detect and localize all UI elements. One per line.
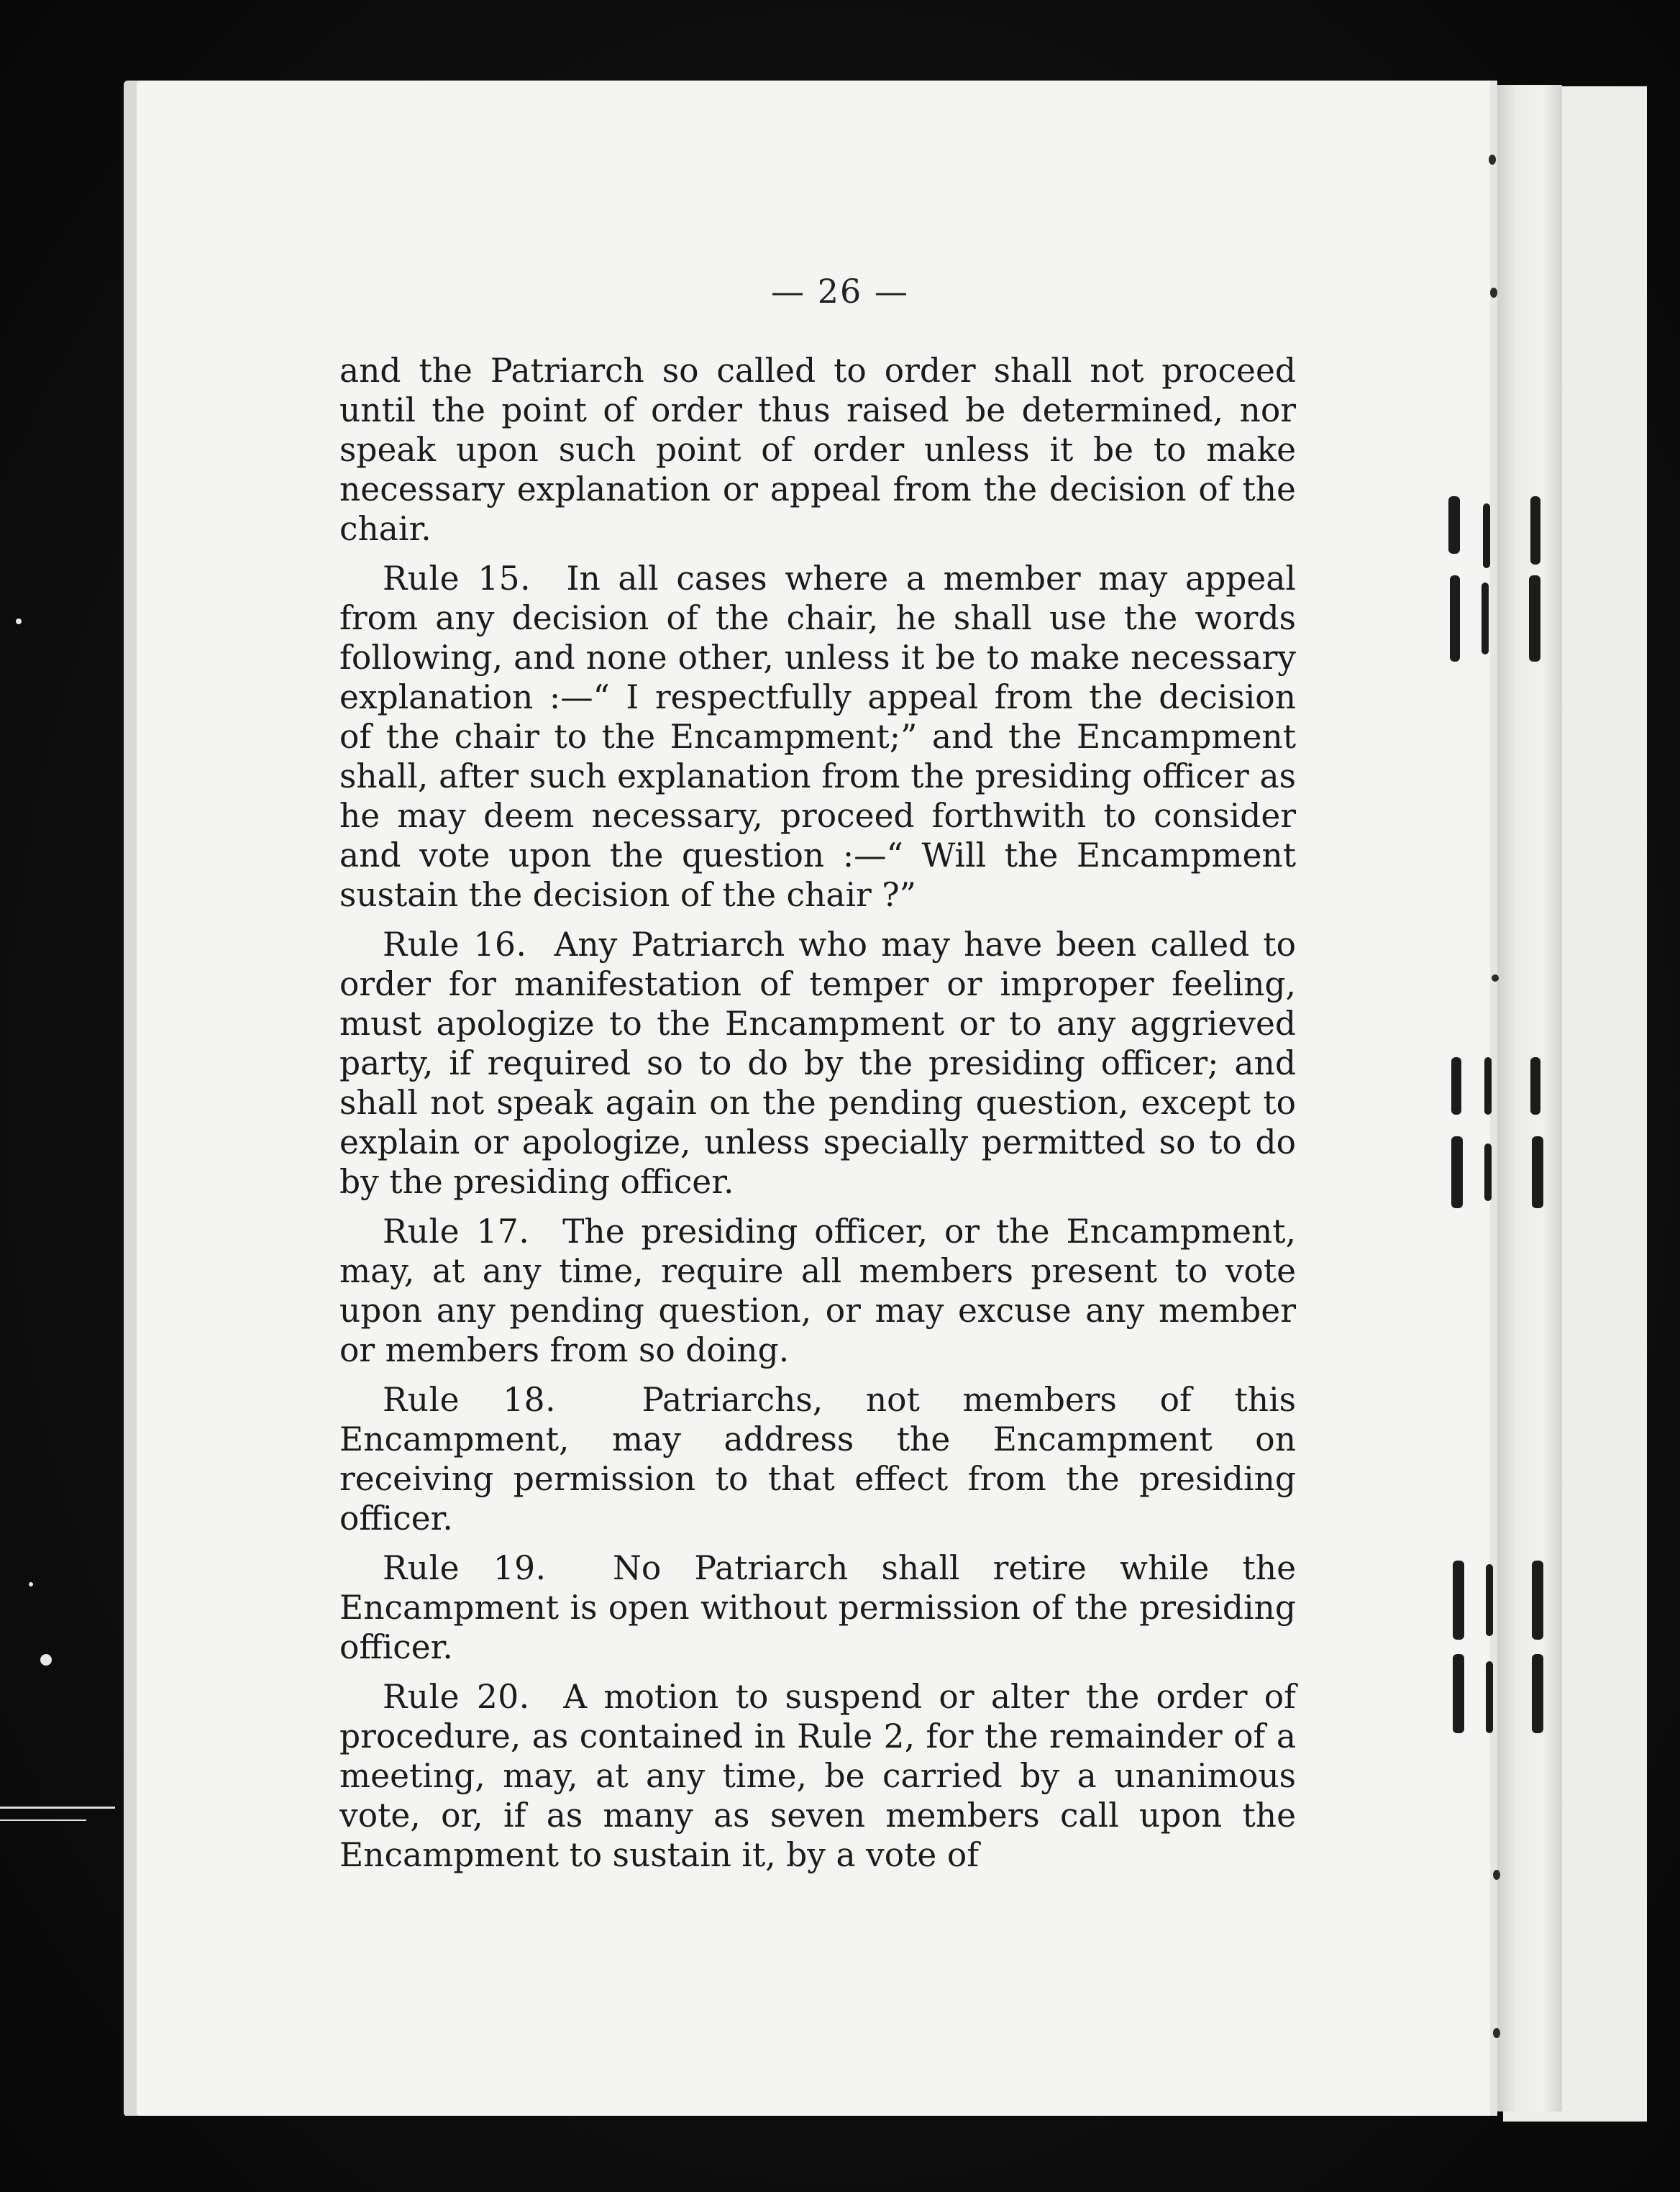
- binding-mark: [1486, 1564, 1493, 1636]
- rule-15-paragraph: [339, 559, 1296, 915]
- rule-16-paragraph: [339, 925, 1296, 1202]
- rule-label: Rule 20.: [383, 1678, 530, 1716]
- binding-mark: [1530, 496, 1540, 565]
- dust-speck: [16, 618, 22, 624]
- rule-label: Rule 19.: [383, 1549, 547, 1587]
- binding-mark: [1532, 1654, 1543, 1733]
- binding-mark: [1453, 1561, 1464, 1640]
- rule-18-paragraph: [339, 1380, 1296, 1538]
- rule-text: Any Patriarch who may have been called to order for manifestation of temper or improper feeling, must apologize to the Encampment or to any aggrieved party, if required so to do by the presiding officer; and shall not speak again on the pending question, except to explain or apologize, unless specially permitted so to do by the presiding officer.: [339, 926, 1296, 1201]
- speck: [1489, 155, 1496, 165]
- book-gutter: [1497, 85, 1562, 2111]
- rule-label: Rule 15.: [383, 560, 531, 598]
- binding-mark: [1484, 1057, 1492, 1115]
- rule-text: In all cases where a member may appeal from any decision of the chair, he shall use the words following, and none other, unless it be to make necessary explanation :—“ I respectfully appeal from the decision of the chair to the Encampment;” and the Encampment shall, after such explanation from the presiding officer as he may deem necessary, proceed forthwith to consider and vote upon the question :—“ Will the Encampment sustain the decision of the chair ?”: [339, 560, 1296, 914]
- paragraph-continuation: [339, 351, 1296, 549]
- rule-text: A motion to suspend or alter the order of procedure, as contained in Rule 2, for the remainder of a meeting, may, at any time, be carried by a unanimous vote, or, if as many as seven members call upon the Encampment to sustain it, by a vote of: [339, 1678, 1296, 1874]
- binding-mark: [1532, 1561, 1543, 1640]
- binding-mark: [1484, 1143, 1492, 1201]
- page-number: — 26 —: [771, 272, 909, 311]
- rule-17-paragraph: [339, 1212, 1296, 1370]
- binding-mark: [1482, 583, 1489, 654]
- binding-mark: [1451, 1136, 1463, 1208]
- binding-mark: [1532, 1136, 1543, 1208]
- rule-text: The presiding officer, or the Encampment, may, at any time, require all members present to vote upon any pending question, or may excuse any member or members from so doing.: [339, 1213, 1296, 1369]
- binding-mark: [1448, 496, 1460, 554]
- binding-mark: [1451, 1057, 1461, 1115]
- speck: [1493, 2028, 1500, 2038]
- rule-text: Patriarchs, not members of this Encampment, may address the Encampment on receiving permission to that effect from the presiding officer.: [339, 1381, 1296, 1538]
- binding-mark: [1530, 1057, 1540, 1115]
- rule-20-paragraph: [339, 1677, 1296, 1875]
- dust-speck: [29, 1582, 33, 1586]
- page-body: [339, 351, 1296, 1875]
- dust-speck: [40, 1654, 52, 1666]
- binding-mark: [1486, 1661, 1493, 1733]
- binding-mark: [1529, 575, 1540, 662]
- paragraph-text: and the Patriarch so called to order shall not proceed until the point of order thus raised be determined, nor speak upon such point of order unless it be to make necessary explanation or appeal from the decision of the chair.: [339, 352, 1296, 548]
- rule-text: No Patriarch shall retire while the Encampment is open without permission of the presiding officer.: [339, 1549, 1296, 1666]
- speck: [1490, 288, 1497, 298]
- film-scratch: [0, 1807, 115, 1809]
- speck: [1493, 1870, 1500, 1880]
- rule-19-paragraph: [339, 1548, 1296, 1667]
- rule-label: Rule 16.: [383, 926, 527, 964]
- binding-mark: [1483, 503, 1490, 568]
- binding-mark: [1453, 1654, 1464, 1733]
- speck: [1492, 974, 1499, 982]
- binding-mark: [1450, 575, 1460, 662]
- rule-label: Rule 17.: [383, 1213, 530, 1251]
- film-scratch: [0, 1819, 86, 1821]
- rule-label: Rule 18.: [383, 1381, 557, 1419]
